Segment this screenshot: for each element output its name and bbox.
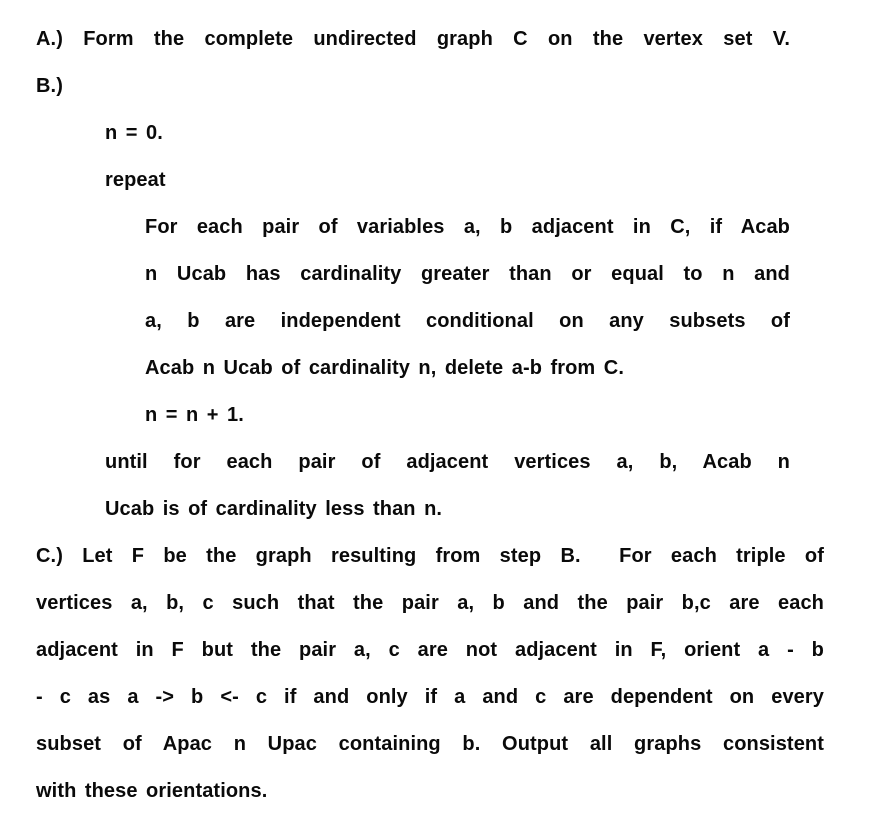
text-line: n = 0. xyxy=(105,122,163,144)
text-line: adjacent in F but the pair a, c are not adjacent in F, orient a - b xyxy=(36,639,824,661)
text-line: C.) Let F be the graph resulting from step B. For each triple of xyxy=(36,545,824,567)
document-lines xyxy=(36,16,824,815)
text-line: Acab n Ucab of cardinality n, delete a-b from C. xyxy=(145,357,624,379)
text-line: n = n + 1. xyxy=(145,404,244,426)
text-line: vertices a, b, c such that the pair a, b and the pair b,c are each xyxy=(36,592,824,614)
text-line: B.) xyxy=(36,75,63,97)
text-line: a, b are independent conditional on any subsets of xyxy=(145,310,790,332)
text-line: n Ucab has cardinality greater than or equal to n and xyxy=(145,263,790,285)
text-line: Ucab is of cardinality less than n. xyxy=(105,498,443,520)
text-line: A.) Form the complete undirected graph C on the vertex set V. xyxy=(36,28,790,50)
text-line: until for each pair of adjacent vertices a, b, Acab n xyxy=(105,451,790,473)
text-line: with these orientations. xyxy=(36,780,268,802)
text-line: subset of Apac n Upac containing b. Output all graphs consistent xyxy=(36,733,824,755)
text-line: - c as a -> b <- c if and only if a and c are dependent on every xyxy=(36,686,824,708)
text-line: repeat xyxy=(105,169,166,191)
text-line: For each pair of variables a, b adjacent in C, if Acab xyxy=(145,216,790,238)
